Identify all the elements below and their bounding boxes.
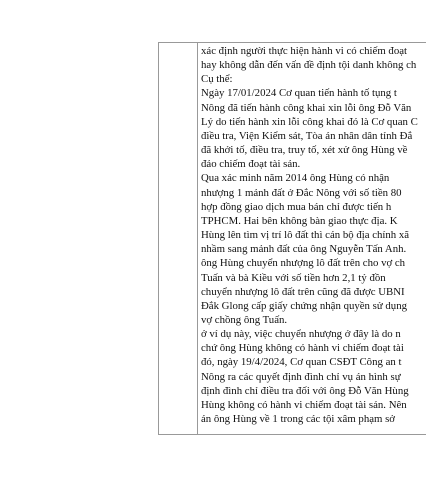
text-line: đảo chiếm đoạt tài sản. <box>201 158 301 171</box>
text-line: Nông ra các quyết định đình chỉ vụ án hình sự <box>201 370 401 383</box>
text-line: nhượng 1 mảnh đất ở Đắc Nông với số tiền 80 <box>201 186 402 199</box>
text-line: xác định người thực hiện hành vi có chiếm đoạt <box>201 45 408 57</box>
text-line: Lý do tiến hành xin lỗi công khai đó là Cơ quan C <box>201 115 418 128</box>
text-line: ở ví dụ này, việc chuyển nhượng ở đây là do n <box>201 328 401 341</box>
text-line: vợ chồng ông Tuấn. <box>201 313 288 326</box>
text-line: án ông Hùng về 1 trong các tội xâm phạm sở <box>201 413 396 426</box>
text-line: điều tra, Viện Kiểm sát, Tòa án nhân dân tỉnh Đắ <box>201 129 413 142</box>
text-line: đó, ngày 19/4/2024, Cơ quan CSĐT Công an t <box>201 356 402 369</box>
text-line: Cụ thể: <box>201 73 233 86</box>
text-line: ông Hùng chuyển nhượng lô đất trên cho vợ ch <box>201 257 406 270</box>
text-line: Hùng không có hành vi chiếm đoạt tài sản. Nên <box>201 398 407 411</box>
text-line: Nông đã tiến hành công khai xin lỗi ông Đỗ Văn <box>201 101 412 114</box>
table-left-column <box>159 43 198 434</box>
text-line: định đình chỉ điều tra đối với ông Đỗ Văn Hùng <box>201 384 409 397</box>
text-line: hay không dẫn đến vấn đề định tội danh không ch <box>201 59 417 72</box>
text-line: Ngày 17/01/2024 Cơ quan tiến hành tố tụng t <box>201 87 397 100</box>
text-line: Đắk Glong cấp giấy chứng nhận quyền sử dụng <box>201 299 408 312</box>
table-cell-text <box>201 44 426 426</box>
text-line: chứ ông Hùng không có hành vi chiếm đoạt tài <box>201 342 404 355</box>
text-line: Tuấn và bà Kiều với số tiền hơn 2,1 tỷ đồn <box>201 271 386 284</box>
text-line: Hùng lên tìm vị trí lô đất thì cán bộ địa chính xã <box>201 229 410 242</box>
text-line: Qua xác minh năm 2014 ông Hùng có nhận <box>201 172 390 185</box>
text-line: chuyển nhượng lô đất trên cũng đã được UBNI <box>201 285 405 298</box>
text-line: nhầm sang mảnh đất của ông Nguyễn Tấn Anh. <box>201 243 407 256</box>
text-line: đã khởi tố, điều tra, truy tố, xét xử ông Hùng về <box>201 144 408 157</box>
text-line: hợp đồng giao dịch mua bán chỉ được tiến h <box>201 200 392 213</box>
text-line: TPHCM. Hai bên không bàn giao thực địa. K <box>201 214 398 227</box>
